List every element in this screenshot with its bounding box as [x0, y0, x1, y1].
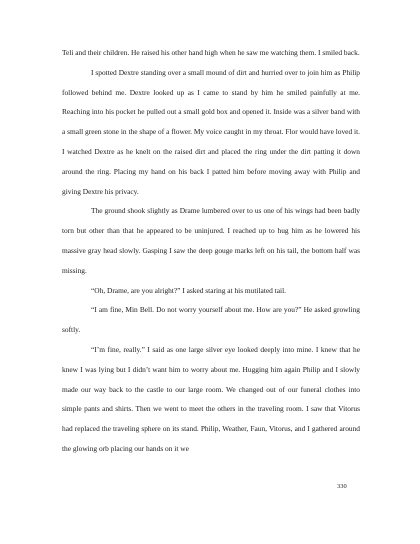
paragraph-3: The ground shook slightly as Drame lumbered over to us one of his wings had been badly torn but other than that he appeared to be uninjured. I reached up to hug him as he lowered his massive gray head slowly. Gasping I saw the deep gouge marks left on his tail, the bottom half was missing. [62, 206, 360, 275]
paragraph-5: “I am fine, Min Bell. Do not worry yourself about me. How are you?” He asked growling softly. [62, 305, 360, 335]
body-text [62, 43, 360, 459]
paragraph-1: Teli and their children. He raised his other hand high when he saw me watching them. I smiled back. [62, 48, 360, 57]
page-number: 330 [337, 483, 347, 490]
paragraph-2: I spotted Dextre standing over a small mound of dirt and hurried over to join him as Philip followed behind me. Dextre looked up as I came to stand by him he smiled painfully at me. Reaching into his pocket he pulled out a small gold box and opened it. Inside was a silver band with a small green stone in the shape of a flower. My voice caught in my throat. Flor would have loved it. I watched Dextre as he knelt on the raised dirt and placed the ring under the dirt patting it down around the ring. Placing my hand on his back I patted him before moving away with Philip and giving Dextre his privacy. [62, 67, 360, 196]
paragraph-4: “Oh, Drame, are you alright?” I asked staring at his mutilated tail. [91, 285, 286, 295]
paragraph-6: “I’m fine, really.” I said as one large silver eye looked deeply into mine. I knew that he knew I was lying but I didn’t want him to worry about me. Hugging him again Philip and I slowly made our way back to the castle to our large room. We changed out of our funeral clothes into simple pants and shirts. Then we went to meet the others in the traveling room. I saw that Vitorus had replaced the traveling sphere on its stand. Philip, Weather, Faun, Vitorus, and I gathered around the glowing orb placing our hands on it we [62, 344, 360, 453]
